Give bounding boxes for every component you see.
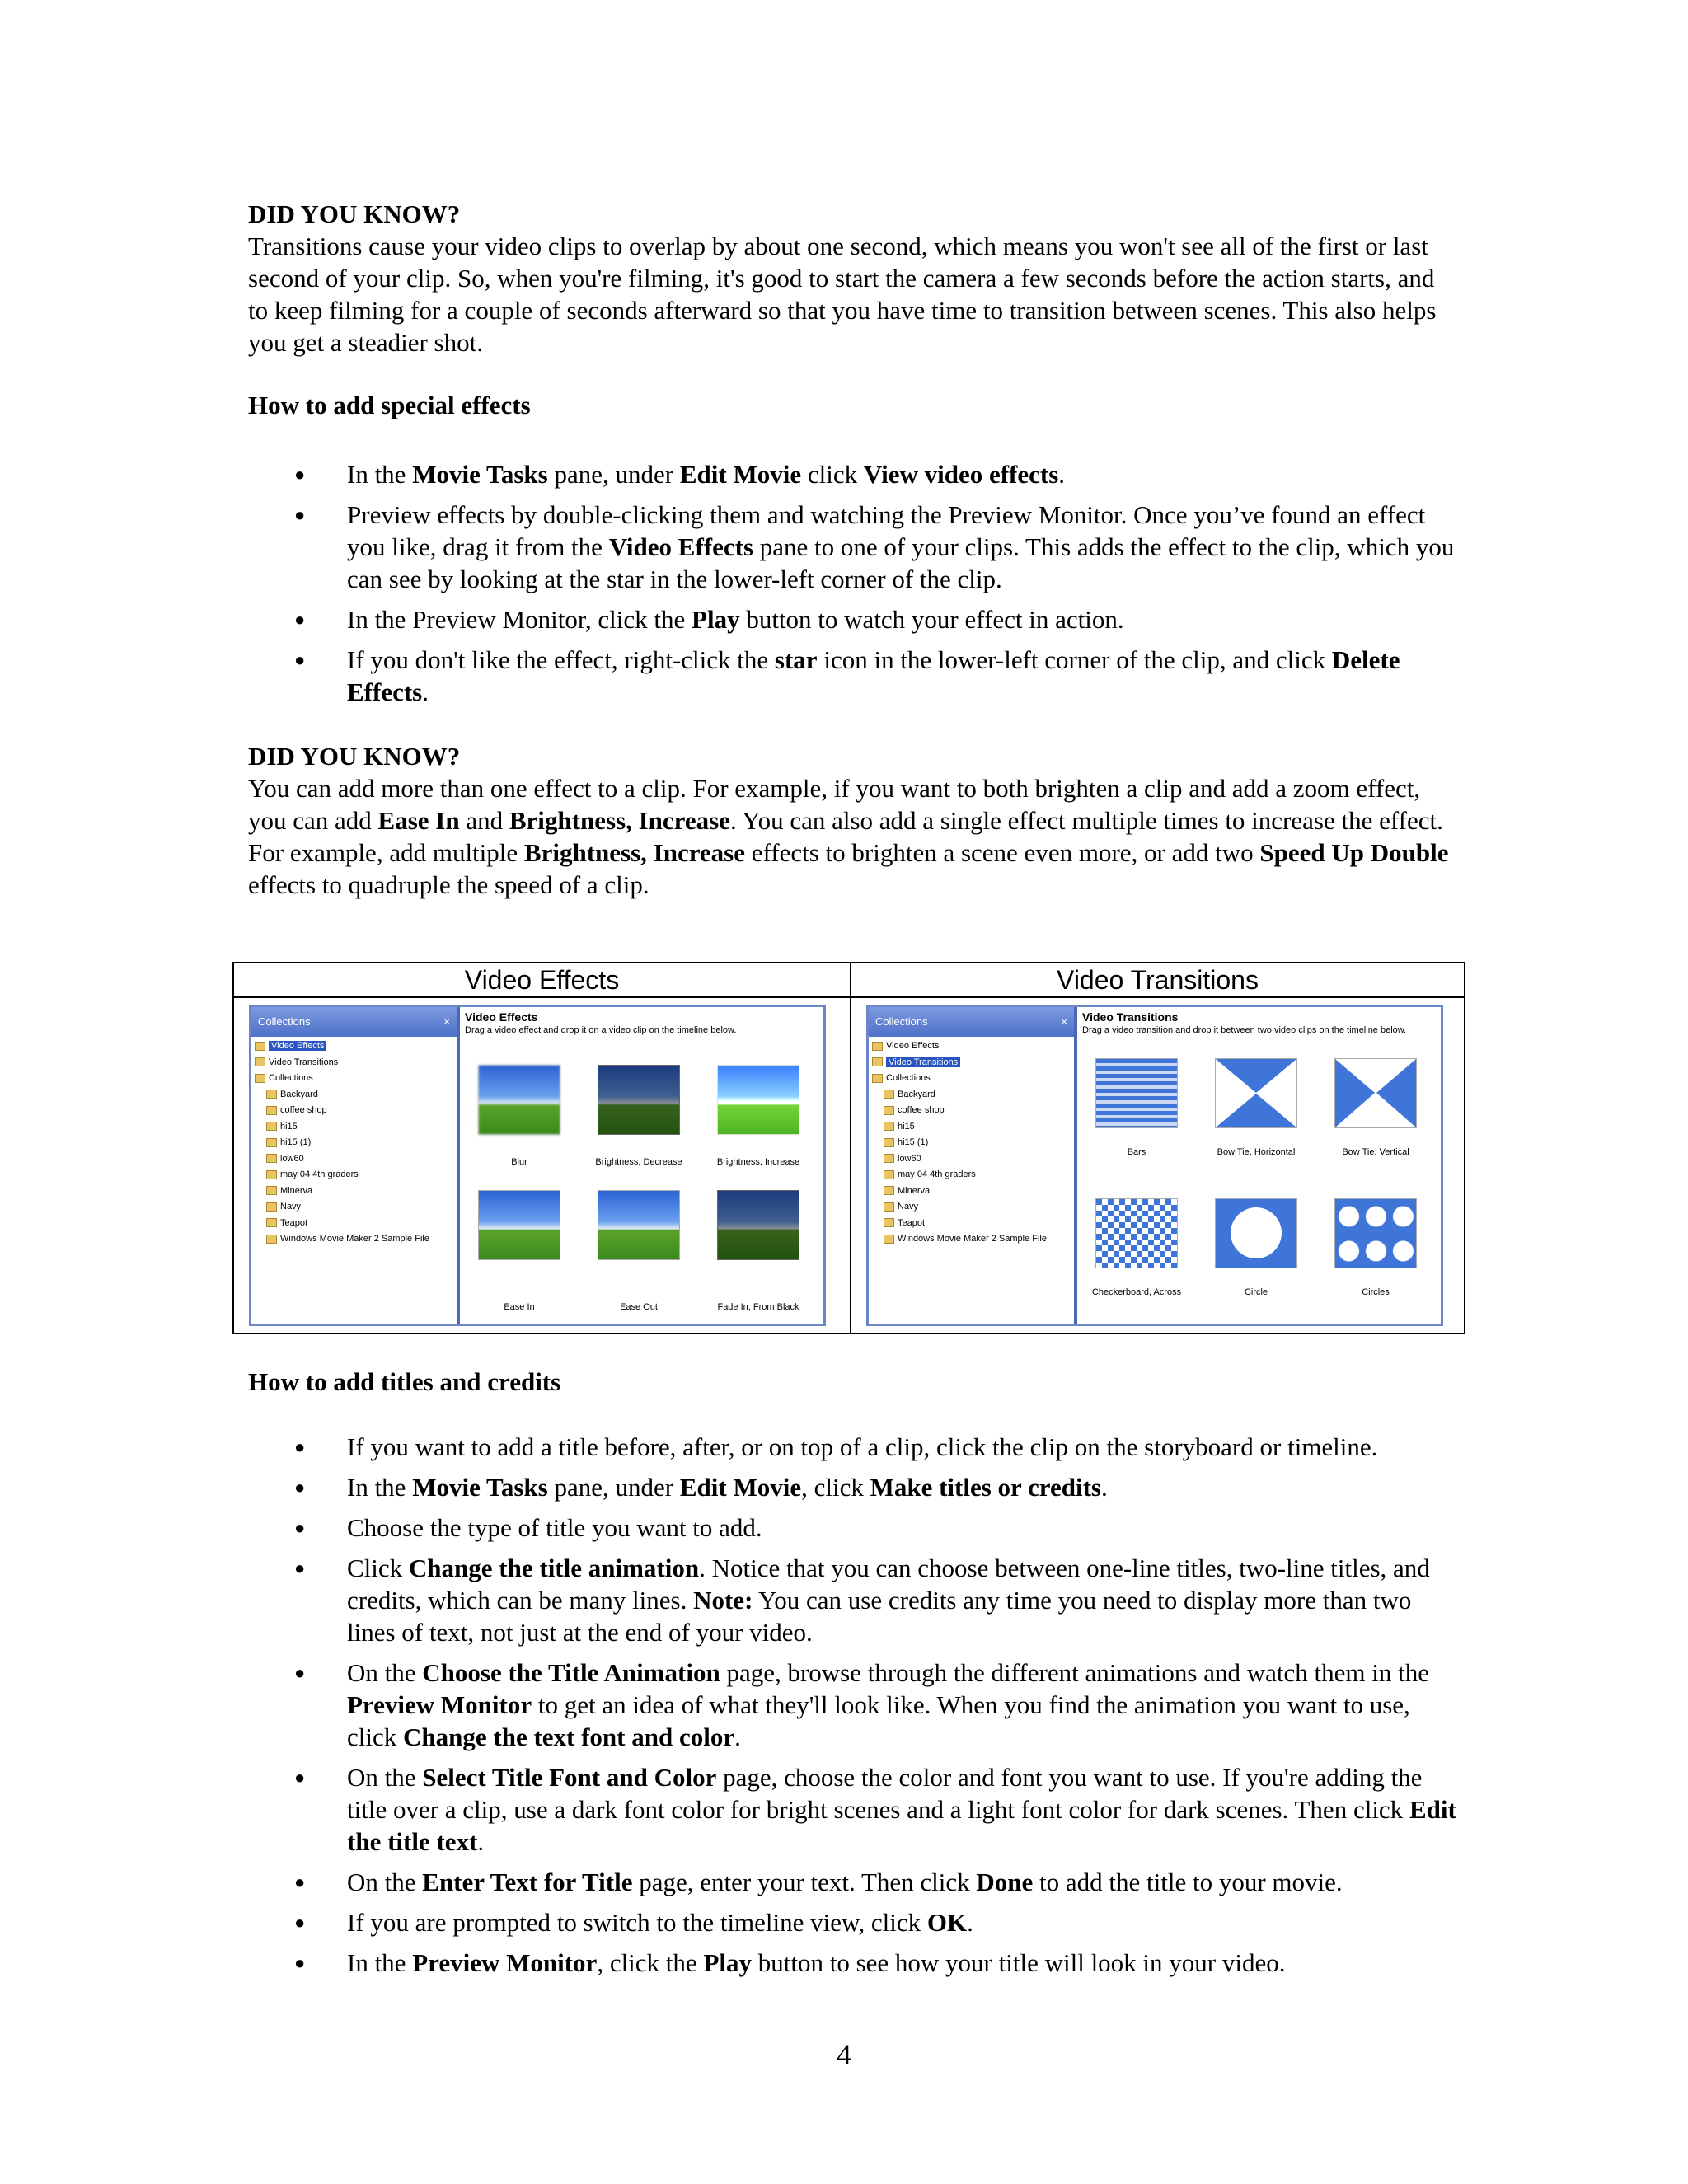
transitions-pane-subtitle: Drag a video transition and drop it between two video clips on the timeline below.	[1082, 1025, 1407, 1035]
tree-item[interactable]: Navy	[255, 1199, 457, 1216]
folder-icon	[872, 1042, 883, 1051]
list-item: ● Choose the type of title you want to add.	[248, 1511, 1460, 1544]
folder-icon	[255, 1042, 265, 1051]
close-icon[interactable]: ×	[1061, 1015, 1067, 1028]
tree-item[interactable]: may 04 4th graders	[255, 1167, 457, 1183]
tree-item[interactable]: hi15	[255, 1119, 457, 1136]
effect-label: Brightness, Increase	[716, 1157, 800, 1167]
tree-item[interactable]: Minerva	[872, 1183, 1074, 1200]
bow-tie-horizontal-icon	[1216, 1059, 1296, 1127]
collections-bar	[251, 1007, 457, 1037]
bow-tie-vertical-icon	[1335, 1059, 1416, 1127]
special-effects-heading: How to add special effects	[248, 391, 531, 419]
tree-item[interactable]: hi15 (1)	[255, 1135, 457, 1151]
tree-item[interactable]: low60	[255, 1151, 457, 1168]
effects-pane-title: Video Effects	[465, 1010, 538, 1024]
video-transitions-column	[851, 963, 1464, 1333]
tree-item[interactable]: Windows Movie Maker 2 Sample File	[872, 1231, 1074, 1248]
video-effects-screenshot	[249, 1005, 826, 1326]
folder-icon	[266, 1106, 277, 1115]
collections-label: Collections	[258, 1015, 311, 1028]
titles-credits-list	[248, 1431, 1460, 1987]
close-icon[interactable]: ×	[443, 1015, 450, 1028]
collections-pane	[869, 1007, 1077, 1324]
folder-icon	[884, 1186, 894, 1195]
collections-label: Collections	[875, 1015, 928, 1028]
tree-item[interactable]: Video Transitions	[872, 1055, 1074, 1071]
folder-icon	[266, 1202, 277, 1212]
transitions-pane	[1077, 1007, 1441, 1324]
video-transitions-screenshot	[866, 1005, 1443, 1326]
transition-label: Bow Tie, Horizontal	[1217, 1147, 1296, 1157]
list-item: ● Preview effects by double-clicking them and watching the Preview Monitor. Once you’ve found an effect you like, drag it from the Video Effects pane to one of your clips. This adds the effect to the clip, which you can see by looking at the star in the lower-left corner of the clip.	[248, 499, 1460, 595]
folder-icon	[266, 1122, 277, 1131]
folder-icon	[266, 1138, 277, 1147]
effects-transitions-figure	[232, 962, 1465, 1334]
effects-pane	[460, 1007, 823, 1324]
list-item: ● On the Enter Text for Title page, enter your text. Then click Done to add the title to your movie.	[248, 1866, 1460, 1898]
tree-item[interactable]: Teapot	[255, 1216, 457, 1232]
folder-icon	[255, 1057, 265, 1066]
transition-thumbnail-bars[interactable]	[1095, 1058, 1178, 1128]
video-transitions-header: Video Transitions	[851, 963, 1464, 998]
tree-item[interactable]: Video Effects	[255, 1038, 457, 1055]
list-item: ● In the Movie Tasks pane, under Edit Movie click View video effects.	[248, 458, 1460, 490]
tree-item[interactable]: Collections	[255, 1071, 457, 1087]
tree-item[interactable]: Video Transitions	[255, 1055, 457, 1071]
folder-icon	[255, 1074, 265, 1083]
effect-thumbnail-ease-in[interactable]	[478, 1190, 560, 1260]
effect-thumbnail-brightness-decrease[interactable]	[598, 1065, 680, 1135]
did-you-know-text-2: You can add more than one effect to a clip. For example, if you want to both brighten a clip and add a zoom effect, you can add Ease In and Brightness, Increase. You can also add a single effect multiple times to increase the effect. For example, add multiple Brightness, Increase effects to brighten a scene even more, or add two Speed Up Double effects to quadruple the speed of a clip.	[248, 774, 1449, 899]
effect-label: Blur	[511, 1157, 528, 1167]
collections-tree	[869, 1037, 1074, 1248]
transitions-pane-title: Video Transitions	[1082, 1010, 1179, 1024]
list-item: ● On the Choose the Title Animation page, browse through the different animations and watch them in the Preview Monitor to get an idea of what they'll look like. When you find the animation you want to use, click Change the text font and color.	[248, 1657, 1460, 1753]
tree-item[interactable]: Video Effects	[872, 1038, 1074, 1055]
list-item: ● In the Preview Monitor, click the Play button to watch your effect in action.	[248, 603, 1460, 635]
collections-tree	[251, 1037, 457, 1248]
tree-item[interactable]: coffee shop	[255, 1103, 457, 1119]
list-item: ● In the Movie Tasks pane, under Edit Movie, click Make titles or credits.	[248, 1471, 1460, 1503]
tree-item[interactable]: low60	[872, 1151, 1074, 1168]
tree-item[interactable]: coffee shop	[872, 1103, 1074, 1119]
folder-icon	[884, 1122, 894, 1131]
tree-item[interactable]: Teapot	[872, 1216, 1074, 1232]
list-item: ● On the Select Title Font and Color page, choose the color and font you want to use. If you're adding the title over a clip, use a dark font color for bright scenes and a light font color for dark scenes. Then click Edit the title text.	[248, 1761, 1460, 1858]
transition-label: Checkerboard, Across	[1091, 1287, 1182, 1297]
folder-icon	[266, 1170, 277, 1179]
page-number: 4	[837, 2038, 851, 2071]
transition-thumbnail-checkerboard[interactable]	[1095, 1198, 1178, 1268]
folder-icon	[266, 1235, 277, 1244]
transition-thumbnail-bow-tie-horizontal[interactable]	[1215, 1058, 1297, 1128]
did-you-know-block-2	[248, 740, 1451, 901]
did-you-know-text: Transitions cause your video clips to overlap by about one second, which means you won't see all of the first or last second of your clip. So, when you're filming, it's good to start the camera a few seconds before the action starts, and to keep filming for a couple of seconds afterward so that you have time to transition between scenes. This also helps you get a steadier shot.	[248, 232, 1437, 357]
folder-icon	[884, 1106, 894, 1115]
folder-icon	[266, 1154, 277, 1163]
folder-icon	[872, 1057, 883, 1066]
transition-thumbnail-bow-tie-vertical[interactable]	[1334, 1058, 1417, 1128]
list-item: ● If you don't like the effect, right-click the star icon in the lower-left corner of the clip, and click Delete Effects.	[248, 644, 1460, 708]
folder-icon	[872, 1074, 883, 1083]
transition-thumbnail-circles[interactable]	[1334, 1198, 1417, 1268]
did-you-know-heading: DID YOU KNOW?	[248, 199, 461, 228]
collections-bar	[869, 1007, 1074, 1037]
folder-icon	[266, 1090, 277, 1099]
tree-item[interactable]: hi15	[872, 1119, 1074, 1136]
transition-label: Circle	[1244, 1287, 1268, 1297]
collections-pane	[251, 1007, 460, 1324]
effect-label: Fade In, From Black	[717, 1302, 799, 1312]
folder-icon	[884, 1138, 894, 1147]
effect-thumbnail-ease-out[interactable]	[598, 1190, 680, 1260]
tree-item[interactable]: Collections	[872, 1071, 1074, 1087]
tree-item[interactable]: Windows Movie Maker 2 Sample File	[255, 1231, 457, 1248]
video-effects-column	[234, 963, 851, 1333]
tree-item[interactable]: Navy	[872, 1199, 1074, 1216]
folder-icon	[884, 1154, 894, 1163]
did-you-know-heading-2: DID YOU KNOW?	[248, 742, 461, 771]
tree-item[interactable]: Backyard	[872, 1087, 1074, 1104]
video-effects-header: Video Effects	[234, 963, 850, 998]
list-item: ● In the Preview Monitor, click the Play button to see how your title will look in your video.	[248, 1947, 1460, 1979]
folder-icon	[266, 1218, 277, 1227]
tree-item[interactable]: Backyard	[255, 1087, 457, 1104]
transition-thumbnail-circle[interactable]	[1215, 1198, 1297, 1268]
list-item: ● Click Change the title animation. Notice that you can choose between one-line titles, two-line titles, and credits, which can be many lines. Note: You can use credits any time you need to display more than two lines of text, not just at the end of your video.	[248, 1552, 1460, 1648]
effect-label: Brightness, Decrease	[595, 1157, 682, 1167]
special-effects-list	[248, 458, 1460, 716]
effect-label: Ease Out	[620, 1302, 658, 1312]
effect-label: Ease In	[504, 1302, 535, 1312]
effect-thumbnail-blur[interactable]	[478, 1065, 560, 1135]
tree-item[interactable]: Minerva	[255, 1183, 457, 1200]
did-you-know-block-1	[248, 198, 1451, 359]
effect-thumbnail-fade-in[interactable]	[717, 1190, 799, 1260]
transition-label: Circles	[1362, 1287, 1390, 1297]
folder-icon	[884, 1202, 894, 1212]
folder-icon	[266, 1186, 277, 1195]
folder-icon	[884, 1218, 894, 1227]
folder-icon	[884, 1090, 894, 1099]
tree-item[interactable]: hi15 (1)	[872, 1135, 1074, 1151]
list-item: ● If you want to add a title before, after, or on top of a clip, click the clip on the storyboard or timeline.	[248, 1431, 1460, 1463]
effects-pane-subtitle: Drag a video effect and drop it on a video clip on the timeline below.	[465, 1025, 737, 1035]
transition-label: Bow Tie, Vertical	[1342, 1147, 1409, 1157]
folder-icon	[884, 1235, 894, 1244]
folder-icon	[884, 1170, 894, 1179]
transition-label: Bars	[1127, 1147, 1146, 1157]
titles-credits-heading: How to add titles and credits	[248, 1367, 561, 1396]
tree-item[interactable]: may 04 4th graders	[872, 1167, 1074, 1183]
effect-thumbnail-brightness-increase[interactable]	[717, 1065, 799, 1135]
list-item: ● If you are prompted to switch to the timeline view, click OK.	[248, 1906, 1460, 1938]
